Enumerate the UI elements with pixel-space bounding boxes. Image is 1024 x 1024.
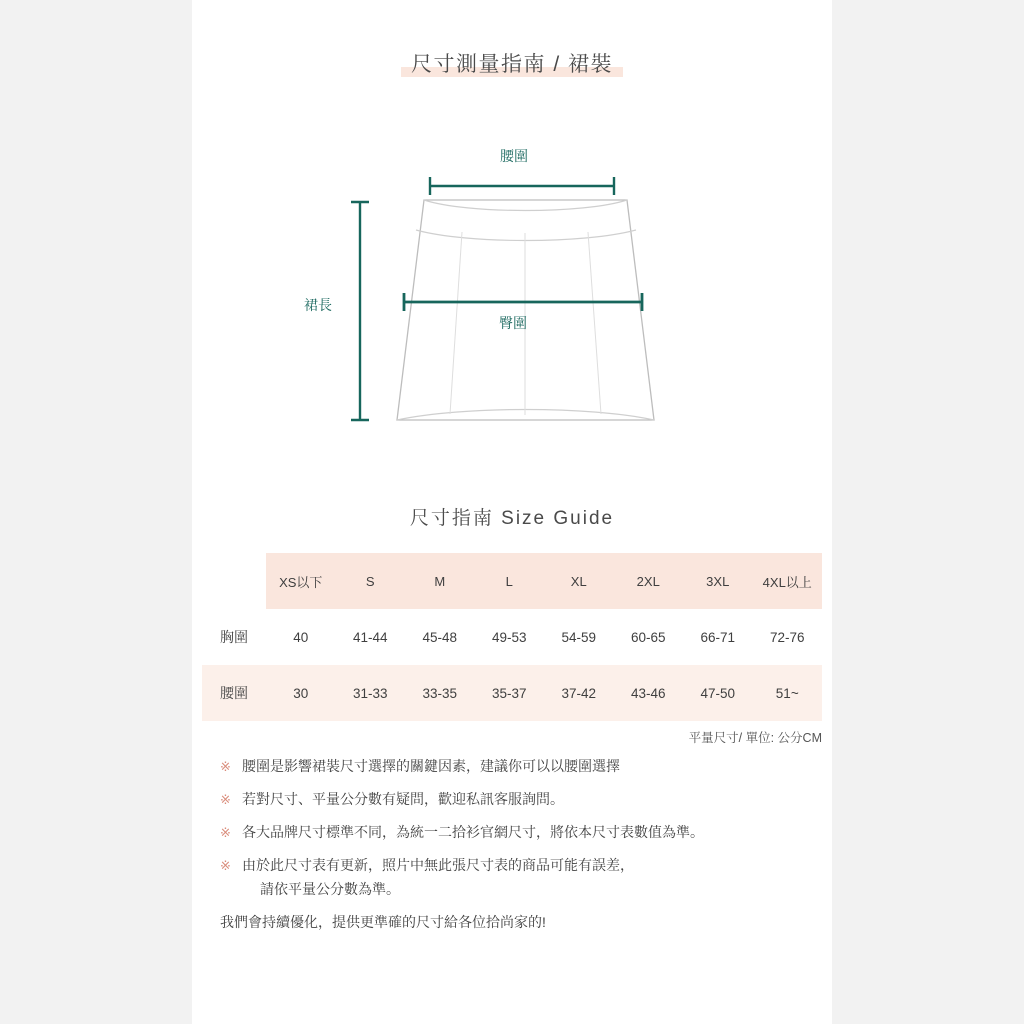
note-text-continued: 請依平量公分數為準。 [260,881,400,897]
table-cell: 41-44 [336,609,406,665]
table-row [202,609,822,665]
table-cell: 31-33 [336,665,406,721]
note-text: 腰圍是影響裙裝尺寸選擇的關鍵因素，建議你可以以腰圍選擇 [242,758,620,774]
note-text: 若對尺寸、平量公分數有疑問，歡迎私訊客服詢問。 [242,791,564,807]
table-cell: 49-53 [475,609,545,665]
table-column-header: XS以下 [266,553,336,609]
size-table [202,553,822,721]
table-column-header: L [475,553,545,609]
table-column-header: 4XL以上 [753,553,823,609]
page-title-text: 尺寸測量指南 / 裙裝 [410,53,613,76]
size-guide-heading: 尺寸指南 Size Guide [409,508,615,529]
table-cell: 40 [266,609,336,665]
table-row [202,665,822,721]
table-cell: 47-50 [683,665,753,721]
table-cell: 30 [266,665,336,721]
note-item [220,824,820,841]
note-text: 由於此尺寸表有更新，照片中無此張尺寸表的商品可能有誤差， [242,857,634,873]
note-text: 各大品牌尺寸標準不同，為統一二拾衫官網尺寸，將依本尺寸表數值為準。 [242,824,704,840]
table-column-header: XL [544,553,614,609]
table-cell: 60-65 [614,609,684,665]
table-column-header: 3XL [683,553,753,609]
note-item [220,857,820,898]
table-cell: 35-37 [475,665,545,721]
note-item [220,914,820,931]
label-hip: 臀圍 [499,315,527,331]
table-cell: 54-59 [544,609,614,665]
table-cell: 66-71 [683,609,753,665]
table-cell: 37-42 [544,665,614,721]
table-corner-cell [202,553,266,609]
note-mark-icon: ※ [220,825,231,840]
note-mark-icon: ※ [220,858,231,873]
table-column-header: 2XL [614,553,684,609]
skirt-measurement-diagram [192,130,832,450]
note-item [220,791,820,808]
table-column-header: S [336,553,406,609]
note-mark-icon: ※ [220,759,231,774]
page-title-inner [401,48,623,78]
table-row-label: 胸圍 [202,609,266,665]
page-title [192,48,832,78]
table-row-label: 腰圍 [202,665,266,721]
skirt-illustration [192,130,832,450]
table-cell: 43-46 [614,665,684,721]
table-cell: 45-48 [405,609,475,665]
table-column-header: M [405,553,475,609]
note-mark-icon: ※ [220,792,231,807]
note-text: 我們會持續優化，提供更準確的尺寸給各位拾尚家的! [220,914,546,930]
table-cell: 33-35 [405,665,475,721]
table-cell: 72-76 [753,609,823,665]
table-header-row [202,553,822,609]
notes-list [220,758,820,947]
note-item [220,758,820,775]
label-length: 裙長 [304,297,332,313]
document-page [192,0,832,1024]
unit-note: 平量尺寸/ 單位: 公分CM [688,731,822,745]
label-waist: 腰圍 [500,148,528,164]
table-cell: 51~ [753,665,823,721]
